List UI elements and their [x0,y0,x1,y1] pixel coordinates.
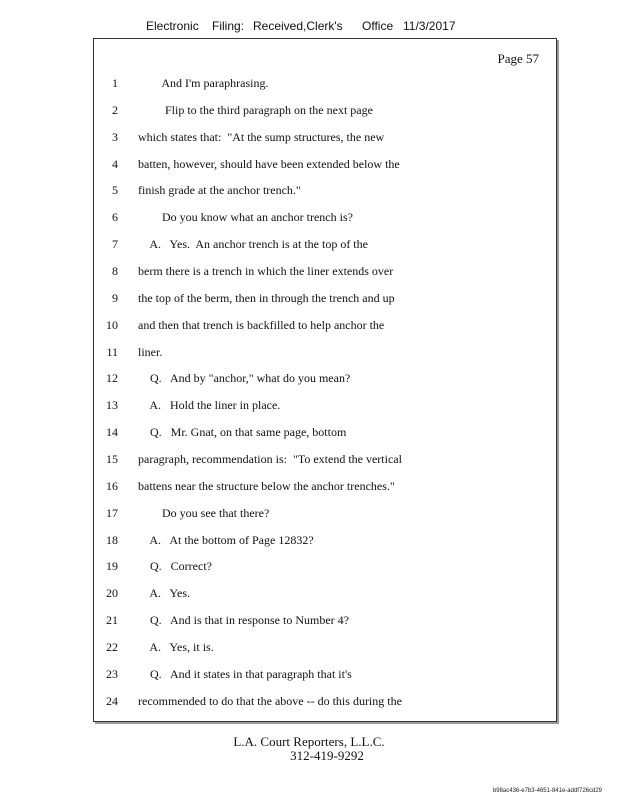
line-number: 10 [106,317,118,332]
line-number: 20 [106,586,118,601]
line-number: 5 [112,183,118,198]
transcript-line: liner. [138,344,163,359]
line-number: 12 [106,371,118,386]
transcript-line: recommended to do that the above -- do this during the [138,693,402,708]
transcript-line: A. Yes. An anchor trench is at the top of the [138,237,368,252]
line-number: 21 [106,613,118,627]
line-number: 18 [106,532,118,547]
transcript-line: batten, however, should have been extended below the [138,156,400,171]
transcript-line: Do you know what an anchor trench is? [138,210,353,225]
line-number: 3 [112,129,118,144]
line-number: 7 [112,237,118,252]
transcript-line: finish grade at the anchor trench." [138,183,301,198]
line-number: 2 [112,102,118,117]
transcript-line: which states that: "At the sump structures, the new [138,129,385,144]
filing-header-word: 11/3/2017 [403,19,456,33]
filing-header-word: Received,Clerk's [253,19,343,33]
transcript-line: Q. And it states in that paragraph that it's [138,666,352,681]
page-number: Page 57 [497,51,539,66]
transcript-line: the top of the berm, then in through the trench and up [138,290,395,305]
transcript-line: Q. Mr. Gnat, on that same page, bottom [138,425,347,440]
filing-header-word: Filing: [212,19,245,33]
transcript-line: A. Yes. [138,586,191,601]
transcript-line: battens near the structure below the anchor trenches." [138,478,395,493]
line-number: 23 [106,666,118,681]
document-hash: b98ac436-e7b3-4651-841e-addf726cd29 [492,788,602,794]
line-number: 13 [106,398,118,413]
filing-header-word: Office [362,19,394,33]
line-number: 1 [112,76,118,90]
line-number: 8 [112,264,118,278]
line-number: 24 [106,693,118,708]
line-number: 15 [106,451,118,466]
filing-header-word: Electronic [146,19,199,33]
transcript-line: and then that trench is backfilled to help anchor the [138,317,385,332]
transcript-line: Q. And is that in response to Number 4? [138,613,349,627]
filing-header [0,19,618,35]
transcript-line: A. Hold the liner in place. [138,398,281,413]
transcript-line: berm there is a trench in which the liner extends over [138,264,394,278]
transcript-line: paragraph, recommendation is: "To extend the vertical [138,451,402,466]
line-number: 14 [106,425,118,440]
transcript-line: And I'm paraphrasing. [138,76,269,90]
transcript-line: Do you see that there? [138,505,270,520]
line-number: 22 [106,639,118,654]
transcript-line: Q. Correct? [138,559,212,574]
transcript-line: A. At the bottom of Page 12832? [138,532,314,547]
line-number: 16 [106,478,118,493]
line-number: 6 [112,210,118,225]
footer-phone: 312-419-9292 [290,748,364,763]
line-number: 17 [106,505,118,520]
transcript-line: Flip to the third paragraph on the next page [138,102,373,117]
line-number: 19 [106,559,118,574]
transcript-page [93,38,557,722]
line-number: 11 [106,344,118,359]
transcript-line: A. Yes, it is. [138,639,214,654]
line-number: 4 [112,156,118,171]
line-number: 9 [112,290,118,305]
transcript-line: Q. And by "anchor," what do you mean? [138,371,351,386]
footer-company: L.A. Court Reporters, L.L.C. [233,734,385,749]
